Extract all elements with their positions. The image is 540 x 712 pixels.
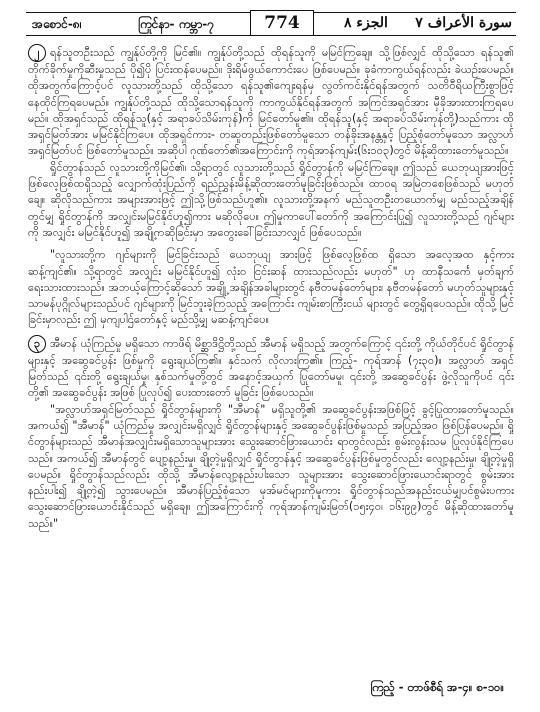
issue-label: အစောင်-၈၊ (32, 17, 82, 31)
quoted-paragraph (28, 402, 514, 532)
juz-label: الجزء ٨ (344, 15, 388, 31)
paragraph-text: ရှိုင်တွာန်သည် လူသားတို့ကိုမြင်၏၊ သို့ရာတွင် လူသားတို့သည် ရှိုင်တွာန်ကို မမြင်ကြချေ။ ဤသည် ယေဘုယျအားဖြင့် ဖြစ်လေ့ဖြစ်ထရှိသည့် လျှောက်ထုံးပြည်ကို ရည်ညွှန်းမိန့်ဆိုထားတော်မူခြင်းဖြစ်သည်။ ထာဝရ အမြဲတစေဖြစ်သည် မဟုတ်ချေ။ ဆိုလိုသည်ကား အများအားဖြင့် ဤသို့ဖြစ်သည်ဟူ၏။ လူသားတို့အနက် မည်သူတဦးတယောက်မျှ မည်သည့်အချိန်တွင်မျှ ရှိုင်တွာန်ကို အလျှင်းမမြင်နိုင်ဟူ၍ကား မဆိုလိုပေ။ ဤမှုကာပေါ်တော်ကို အကြောင်းပြု၍ လူသားတို့သည် ဂျင်များကို အလျှင်း မမြင်နိုင်ဟူ၍ အချို့ကဆိုခြင်းမှာ အတွေးခေါ်ခြင်းသာလျှင် ဖြစ်ပေသည်။ (28, 160, 514, 239)
note-paragraph-2 (28, 44, 514, 160)
paragraph-text: "အလ္လာဟ်အရှင်မြတ်သည် ရှိုင်တွာန်များကို "အီမာန်" မရှိသူတို့၏ အဆွေခင်ပွန်းအဖြစ်ဖြင့် ခွင့်ပြုထားတော်မူသည်။ အကယ်၍ "အီမာန်" ယုံကြည်မှု အလျှင်းမရှိလျှင် ရှိုင်တွာန်များနှင့် အဆွေခင်ပွန်းဖြစ်မှုသည် အပြည့်အဝ ဖြစ်ပြန်ပေမည်။ ရှိုင်တွာန်များသည် အီမာန်အလျှင်းမရှိသောသူများအား သွေးဆောင်ဖြားယောင်း ရာတွင်လည်း စွမ်းလွန်းသမ ပြုလုပ်နိုင်ကြပေသည်။ အကယ်၍ အီမာန်တွင် ပျော့နည်းမှု၊ ချို့တဲ့မှုရှိလျှင် ရှိုင်တွာန်နှင့် အဆွေခင်ပွန်းဖြစ်မှုတွင်လည်း လျော့နည်းမှု၊ ချို့တဲ့မှုရှိပေမည်။ ရှိုင်တွာန်သည်လည်း ထိုသို့ အီမာန်လျော့နည်းပါးသော သူများအား သွေးဆောင်ဖြားယောင်းရာတွင် စွမ်းအားနည်းပါး၍ ချို့တဲ့၍ သွားပေမည်။ အီမာန်ပြည့်စုံသော မုအ်မင်များကိုမူကား ရှိုင်တွာန်သည်အနည်းငယ်မျှပင်စွမ်းပကား သွေးဆောင်ဖြားယောင်းနိုင်သည် မရှိချေ။ ဤအကြောင်းကို ကုရ်အာန်ကျမ်းမြတ်(၁၅း၄၀၊ ၁၆း၉၉)တွင် မိန့်ဆိုထားတော်မူသည်။" (28, 402, 514, 530)
paragraph-text: ရန်သူတဦးသည် ကျွန်ုပ်တို့ကို မြင်၏။ ကျွန်ုပ်တို့သည် ထိုရန်သူကို မမြင်ကြချေ။ သို့ဖြစ်လျှင် ထိုသို့သော ရန်သူ၏ တိုက်ခိုက်မှုကိုဆီးမှုသည် ပို၍ပို ပြင်းထန်ပေမည်။ ဒိုးရိမ်ဖွယ်ကောင်းပေ ဖြစ်ပေမည်။ ခုခံကာကွယ်ရန်လည်း ခဲယဉ်းပေမည်။ ထိုအတွက်ကြောင့်ပင် လူသားတို့သည် ထိုသို့သော ရန်သူ၏ကျေးရန်မှ လွတ်ကင်းနိုင်ရန်အတွက် သတိဝီရိယကြီးစွာဖြင့် နေထိုင်ကြရပေမည်။ ကျွန်ုပ်တို့သည် ထိုသို့သောရန်သူကို ကာကွယ်နိုင်ရန်အတွက် အကြင်အရှင်အား မှီခိုအားထားကြရပေမည်။ ထိုအရှင်သည် ထိုရန်သူ(နှင့် အရာခပ်သိမ်းကုန်)ကို မြင်တော်မူ၏။ ထိုရန်သူ(နှင့် အရာခပ်သိမ်းကုန်တို့)သည်ကား ထိုအရှင်မြတ်အား မမြင်နိုင်ကြပေ။ ထိုအရှင်ကား- တဆူတည်းဖြစ်တော်မူသော တန်ခိုးအနန္တနှင့် ပြည့်စုံတော်မူသော အလ္လာဟ် အရှင်မြတ်ပင် ဖြစ်တော်မူသည်။ အဆိုပါ ဂုဏ်တော်၏အကြောင်းကို ကုရ်အာန်ကျမ်း(၆း၁၀၃)တွင် မိန့်ဆိုထားတော်မူသည်။ (28, 46, 514, 158)
note-marker-3: ၃ (28, 335, 46, 353)
surah-label: سورة الأعراف ٧ (415, 15, 512, 31)
paragraph-text: အီမာန် ယုံကြည်မှု မရှိသော ကာဖိရ် မိစ္ဆာဒိဋ္ဌိတို့သည် အီမာန် မရှိသည့် အတွက်ကြောင့် ၎င်းတို့ ကိုယ်တိုင်ပင် ရှိုင်တွာန်များနှင့် အဆွေခင်ပွန်း ဖြစ်မှုကို ရွေးချယ်ကြ၏။ နှင်သက် လိုလားကြ၏။ ကြည့်- ကုရ်အာန် (၇း၃၀)။ အလ္လာဟ် အရှင်မြတ်သည် ၎င်းတို့ ရွေးချယ်မှု၊ နှစ်သက်မှုတို့တွင် အနောင့်အယှက် ပြုတော်မမူ၊ ၎င်းတို့ အဆွေခင်ပွန်း ဖွဲ့လိုသူကိုပင် ၎င်းတို့၏ အဆွေခင်ပွန်း အဖြစ် ပြုလုပ်၍ ပေးထားတော် မူခြင်း ဖြစ်ပေသည်။ (28, 336, 514, 400)
page-body (28, 44, 514, 532)
paragraph-text: "လူသားတို့က ဂျင်များကို မြင်ခြင်းသည် ယေဘုယျ အားဖြင့် ဖြစ်လေ့ဖြစ်ထ ရှိသော အလေ့အထ နှင့်ကား ဆန့်ကျင်၏။ သို့ရာတွင် အလျှင်း မမြင်နိုင်ဟူ၍ လုံးဝ ငြင်းဆန် ထားသည်လည်း မဟုတ်" ဟု ထာနီသင်္ကေ မှတ်ချက် ရေးသားထားသည်။ အဘယ့်ကြောင့်ဆိုသော် အချို့ အချိန်အခါများတွင် နဗီတမန်တော်များ၊ နဗီတမန်တော် မဟုတ်သူများနှင့် သာမန်ပုဂ္ဂိုလ်များသည်ပင် ဂျင်များကို မြင်ဘူးခဲ့ကြသည့် အကြောင်း ကျမ်းစာကြီးငယ် များတွင် တွေ့ရှိရပေသည်။ ထိုသို့ မြင်ခြင်းမှာလည်း ဤ မှကျပါဌ်တော်နှင့် မည်သို့မျှ မဆန့်ကျင်ပေ။ (28, 248, 514, 327)
reference-footer: ကြည့် - တာဖ်စီရ် အ-၄။ စ-၁၀။ (370, 680, 504, 694)
note-paragraph-3 (28, 335, 514, 402)
note-marker-2: ၂ (28, 44, 46, 62)
page-number: 774 (250, 10, 314, 36)
quoted-paragraph (28, 247, 514, 328)
page-header (26, 8, 516, 38)
paragraph (28, 160, 514, 241)
book-title: ကြုင်နာ- ကမ္ဘာ-၇ (138, 17, 214, 31)
